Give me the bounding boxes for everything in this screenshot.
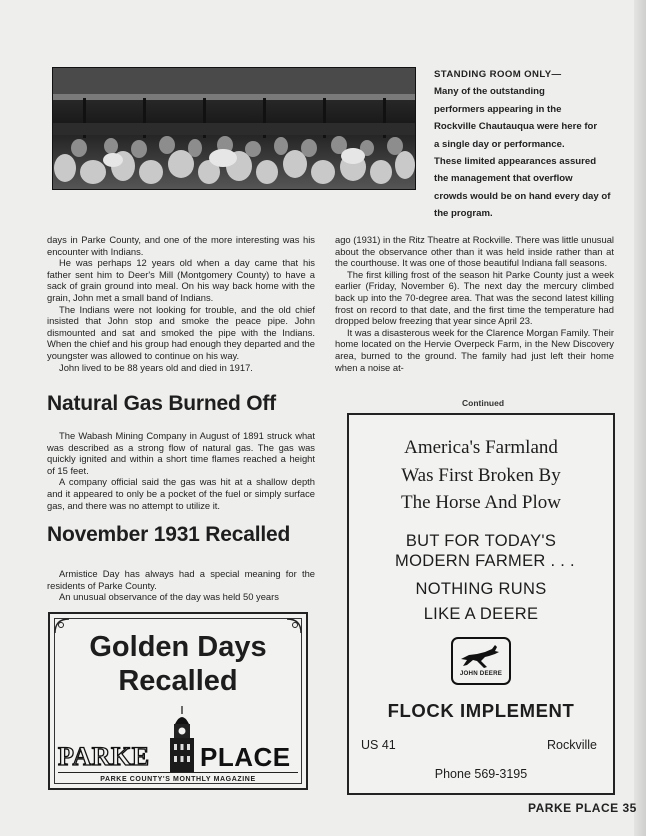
caption-line: the management that overflow (434, 173, 573, 185)
logo-rule (58, 772, 298, 773)
story-paragraph: days in Parke County, and one of the more interesting was his encounter with Indians. (47, 234, 315, 257)
story-paragraph: ago (1931) in the Ritz Theatre at Rockville. There was little unusual about the observance other than it was held inside rather than at the courthouse. It was one of those beautiful Indiana fall seasons. (335, 234, 614, 269)
ad-sans-line: BUT FOR TODAY'S (405, 532, 557, 550)
chautauqua-crowd-photo (52, 67, 416, 190)
dealer-name: FLOCK IMPLEMENT (387, 700, 575, 721)
ad-serif-line: America's Farmland (404, 437, 558, 458)
caption-line: Many of the outstanding (434, 86, 545, 98)
story-paragraph: The Indians were not looking for trouble, and the old chief insisted that John stop and smoke the peace pipe. John dismounted and sat and smoked the pipe with the Indians. When the chief and his group had enough they departed and the youngster was allowed to continue on his way. (47, 303, 315, 361)
natural-gas-heading: Natural Gas Burned Off (47, 392, 276, 415)
parke-logo-right: PLACE (200, 742, 291, 772)
caption-line: performers appearing in the (434, 103, 562, 115)
story-paragraph: An unusual observance of the day was held 50 years (59, 591, 279, 603)
november-story (47, 568, 315, 603)
page-number: 35 (622, 801, 637, 815)
john-deere-logo (451, 637, 511, 685)
caption-line: a single day or performance. (434, 138, 565, 150)
story-paragraph: Armistice Day has always had a special meaning for the residents of Parke County. (47, 568, 315, 591)
dealer-route: US 41 (361, 738, 396, 752)
ad-sans-line: MODERN FARMER . . . (395, 552, 575, 570)
november-heading: November 1931 Recalled (47, 523, 291, 546)
story-paragraph: A company official said the gas was hit at a shallow depth and it appeared to only be a pocket of the fuel or simply surface gas, and there was no attempt to utilize it. (47, 476, 315, 511)
ad-sans-line: NOTHING RUNS (415, 580, 547, 598)
caption-line: These limited appearances assured (434, 156, 597, 168)
golden-title-line: Recalled (118, 665, 238, 697)
caption-line: Rockville Chautauqua were here for (434, 121, 598, 133)
golden-title-line: Golden Days (89, 631, 267, 663)
john-deere-ad (347, 413, 615, 795)
story-paragraph: The first killing frost of the season hit Parke County just a week earlier (Friday, November 6). The next day the mercury climbed back up into the 70-degree area. That was the second latest killing frost on record to that date, and the first time the temperature had dropped below freezing that year since April 23. (335, 268, 614, 327)
magazine-tagline: PARKE COUNTY'S MONTHLY MAGAZINE (100, 776, 256, 783)
parke-logo-left: PARKE (58, 742, 150, 771)
caption-title: STANDING ROOM ONLY— (434, 69, 562, 80)
golden-days-ad (48, 612, 308, 790)
caption-line: crowds would be on hand every day of (434, 190, 611, 202)
november-story-continued (335, 234, 614, 373)
crowd-photo-illustration (53, 68, 415, 189)
footer-magazine-name: PARKE PLACE (528, 801, 619, 815)
leaping-deer-icon (459, 643, 503, 669)
caption-line: the program. (434, 208, 493, 220)
page-footer (528, 801, 637, 815)
story-paragraph: The Wabash Mining Company in August of 1891 struck what was described as a strong flow of natural gas. The gas was quickly ignited and within a short time flames reached a height of 15 feet. (47, 430, 315, 476)
dealer-town: Rockville (546, 738, 597, 752)
page-edge-shadow (634, 0, 646, 836)
ad-serif-line: Was First Broken By (401, 465, 561, 486)
story-paragraph: He was perhaps 12 years old when a day came that his father sent him to Deer's Mill (Montgomery County) to have a sack of grain ground into meal. On his way back home with the grain, John met a small band of Indians. (47, 257, 315, 303)
continued-label: Continued (462, 398, 505, 408)
dealer-phone: Phone 569-3195 (434, 767, 528, 781)
photo-caption (434, 66, 614, 223)
story-paragraph: It was a disasterous week for the Clarence Morgan Family. Their home located on the Hervie Overpeck Farm, in the New Discovery area, burned to the ground. The family had just left their home when a noise at- (335, 326, 614, 373)
courthouse-tower-icon (165, 706, 199, 772)
ad-sans-line: LIKE A DEERE (423, 605, 539, 623)
natural-gas-story (47, 430, 315, 511)
story-paragraph: John lived to be 88 years old and died in 1917. (59, 361, 253, 373)
golden-ad-title (50, 630, 306, 698)
ad-serif-line: The Horse And Plow (401, 492, 561, 513)
indian-story (47, 234, 315, 373)
logo-text: JOHN DEERE (459, 670, 503, 677)
